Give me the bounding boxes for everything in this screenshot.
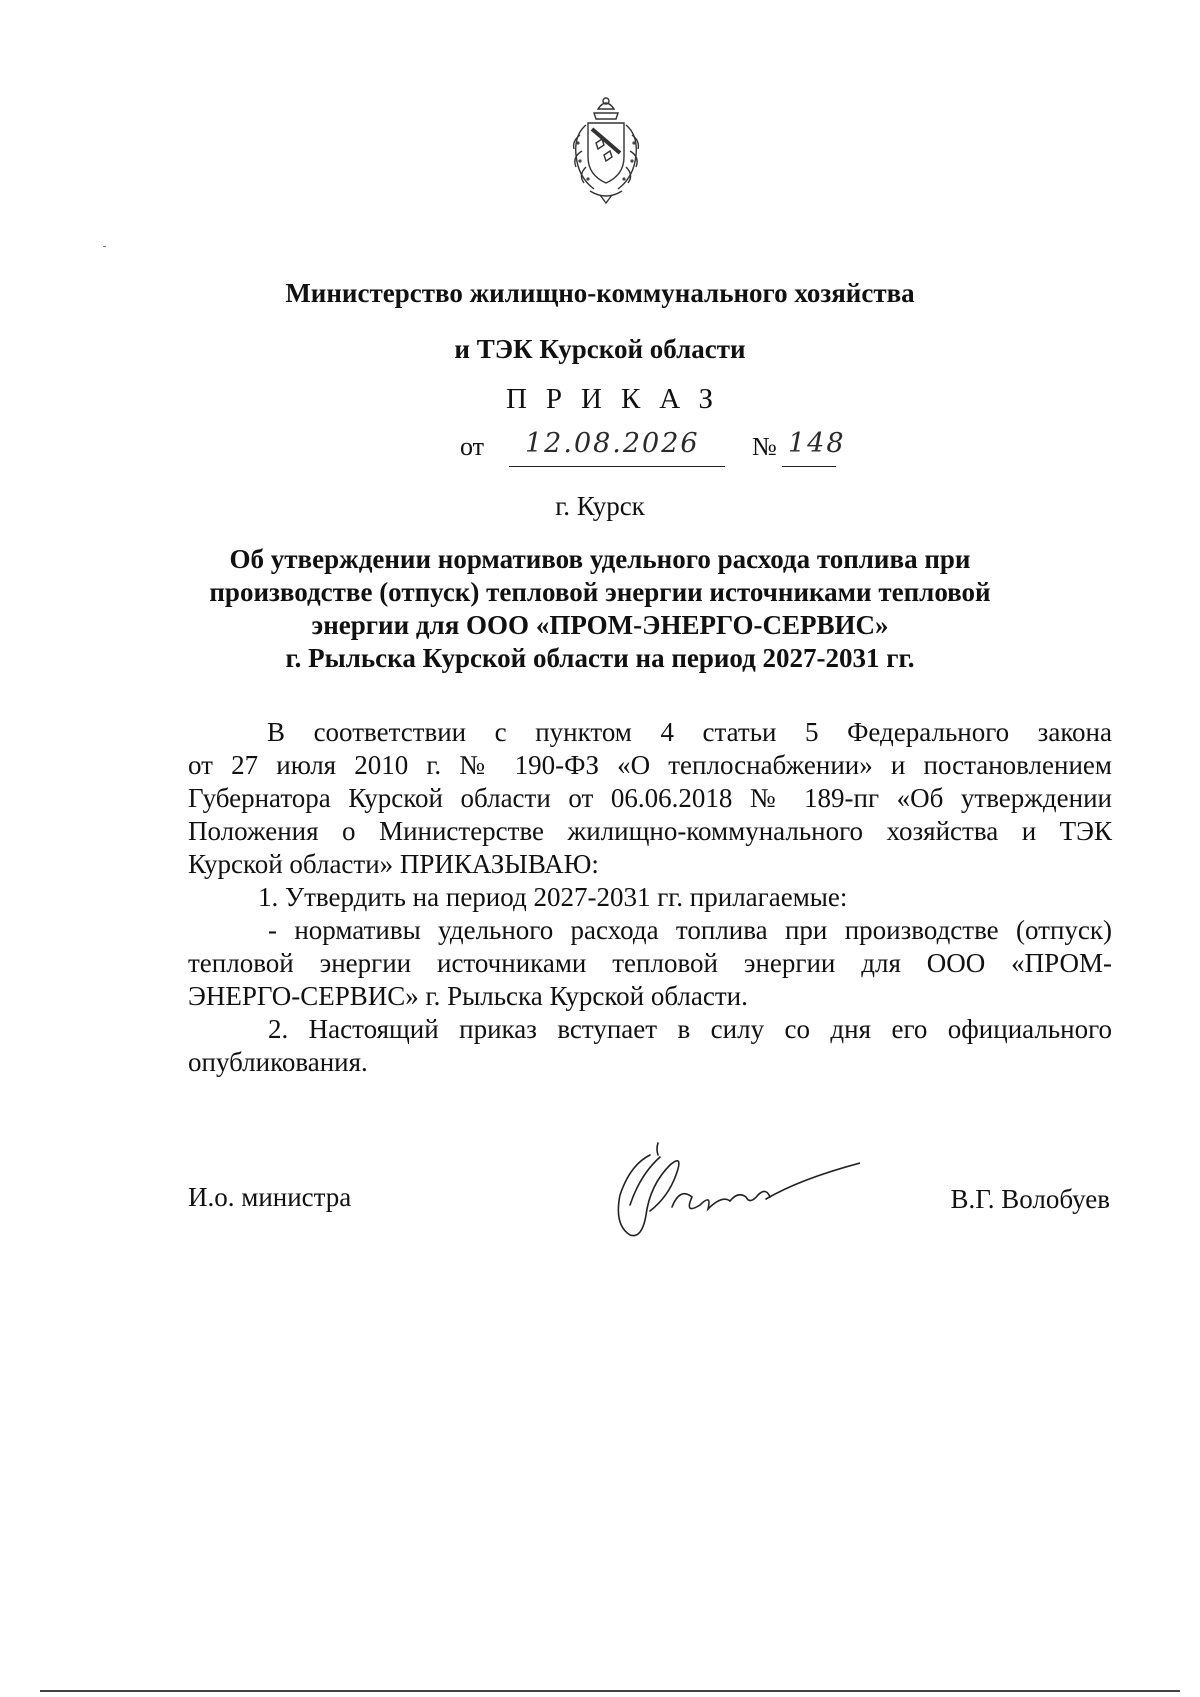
order-date-handwritten: 12.08.2026 bbox=[525, 428, 700, 459]
number-prefix: № bbox=[752, 432, 777, 461]
order-body bbox=[188, 716, 1112, 1079]
body-line: Курской области» ПРИКАЗЫВАЮ: bbox=[188, 849, 599, 879]
order-item-2-line: 2. Настоящий приказ вступает в силу со дня его официального bbox=[268, 1014, 1112, 1044]
title-line: г. Рыльска Курской области на период 2027-2031 гг. bbox=[285, 643, 915, 673]
scan-mark bbox=[103, 246, 106, 247]
body-line: Положения о Министерстве жилищно-коммунального хозяйства и ТЭК bbox=[188, 816, 1112, 846]
order-item-1-sub-line: ЭНЕРГО-СЕРВИС» г. Рыльска Курской области. bbox=[188, 981, 748, 1011]
order-item-1-sub-line: - нормативы удельного расхода топлива при производстве (отпуск) bbox=[268, 915, 1112, 945]
order-item-1-sub-line: тепловой энергии источниками тепловой энергии для ООО «ПРОМ- bbox=[188, 948, 1112, 978]
document-title bbox=[0, 543, 1200, 675]
title-line: Об утверждении нормативов удельного расхода топлива при bbox=[229, 544, 971, 574]
page-bottom-rule bbox=[40, 1690, 1180, 1692]
body-line: от 27 июля 2010 г. № 190-ФЗ «О теплоснабжении» и постановлением bbox=[188, 750, 1112, 780]
date-prefix: от bbox=[460, 432, 485, 461]
title-line: производстве (отпуск) тепловой энергии источниками тепловой bbox=[209, 577, 991, 607]
coat-of-arms-emblem bbox=[560, 95, 652, 205]
order-number-handwritten: 148 bbox=[788, 428, 846, 459]
order-item-1: 1. Утвердить на период 2027-2031 гг. прилагаемые: bbox=[258, 882, 848, 912]
handwritten-signature bbox=[580, 1135, 860, 1245]
body-line: Губернатора Курской области от 06.06.2018 № 189-пг «Об утверждении bbox=[188, 783, 1112, 813]
body-line: В соответствии с пунктом 4 статьи 5 Федерального закона bbox=[267, 717, 1112, 747]
order-item-2-line: опубликования. bbox=[188, 1047, 368, 1077]
date-underline bbox=[509, 466, 725, 467]
ministry-name-line1: Министерство жилищно-коммунального хозяйства bbox=[285, 278, 915, 308]
number-underline bbox=[782, 466, 836, 467]
title-line: энергии для ООО «ПРОМ-ЭНЕРГО-СЕРВИС» bbox=[311, 610, 889, 640]
ministry-name-line2: и ТЭК Курской области bbox=[454, 334, 746, 364]
city: г. Курск bbox=[555, 491, 645, 521]
signatory-name: В.Г. Волобуев bbox=[950, 1184, 1110, 1214]
signatory-position: И.о. министра bbox=[188, 1182, 352, 1212]
document-type: ПРИКАЗ bbox=[505, 383, 733, 415]
